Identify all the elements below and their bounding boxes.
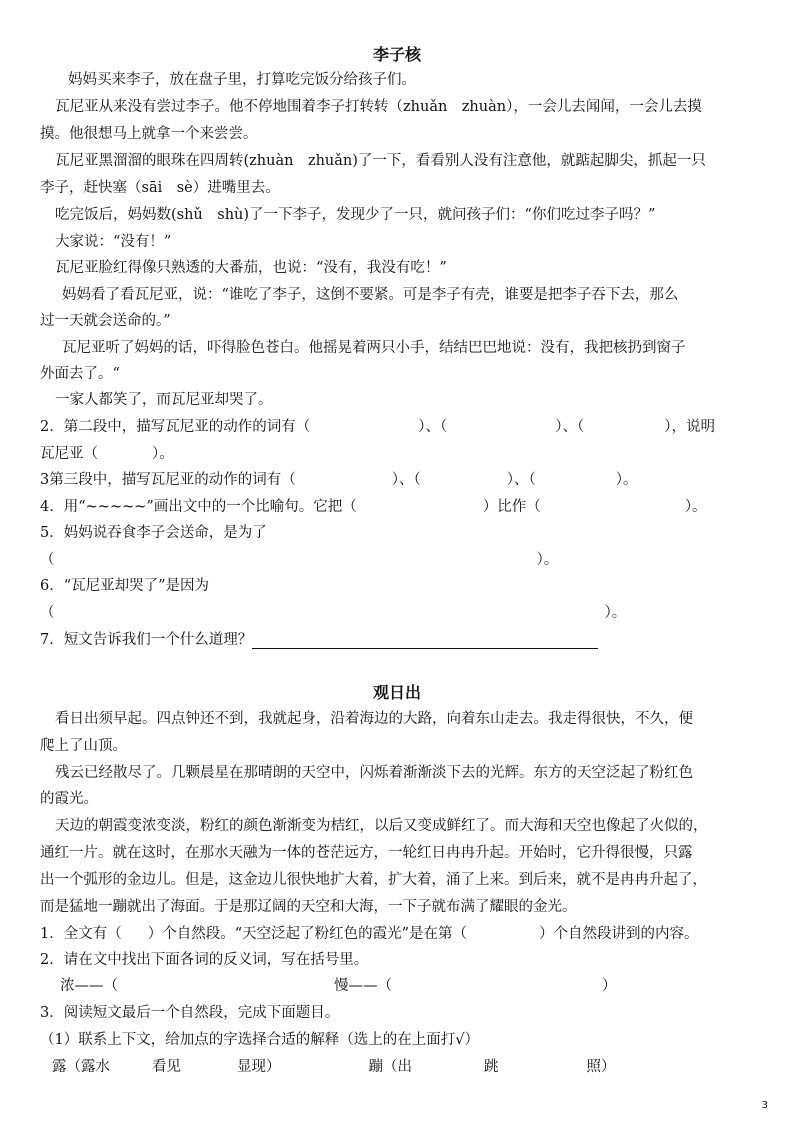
p2-question-2: 2．请在文中找出下面各词的反义词，写在括号里。 bbox=[40, 952, 369, 968]
p2-line-7: 出一个弧形的金边儿。但是，这金边儿很快地扩大着，扩大着，涌了上来。到后来，就不是冉冉升起了， bbox=[40, 872, 707, 888]
p1-question-5-answer bbox=[40, 547, 766, 573]
close-paren: ） bbox=[602, 978, 617, 994]
p2-line-1: 看日出须早起。四点钟还不到，我就起身，沿着海边的大路，向着东山走去。我走得很快，不久，便 bbox=[55, 711, 693, 727]
answer-blank[interactable] bbox=[467, 926, 539, 940]
wavy-line-mark: ~~~~~ bbox=[85, 499, 147, 515]
p1-question-2b bbox=[40, 441, 766, 467]
p2-question-3-1: （1）联系上下文，给加点的字选择合适的解释（选上的在上面打√） bbox=[40, 1032, 479, 1048]
p2-line-2: 爬上了山顶。 bbox=[40, 738, 127, 754]
p1-line-6: 吃完饭后，妈妈数(shǔ shù)了一下李子，发现少了一只，就问孩子们：“你们吃过李子吗？” bbox=[55, 207, 656, 223]
q1-text-a: 1．全文有（ bbox=[40, 926, 122, 942]
q4-text-c: ）比作（ bbox=[482, 499, 541, 515]
p1-line-9: 妈妈看了看瓦尼亚，说：“谁吃了李子，这倒不要紧。可是李子有壳，谁要是把李子吞下去，那么 bbox=[62, 287, 679, 303]
p1-line-4: 瓦尼亚黑溜溜的眼珠在四周转(zhuàn zhuǎn)了一下，看看别人没有注意他，就踮起脚尖，抓起一只 bbox=[55, 153, 706, 169]
q4-text-b: ”画出文中的一个比喻句。它把（ bbox=[146, 499, 357, 515]
q1-text-b: ）个自然段。“天空泛起了粉红色的霞光”是在第（ bbox=[147, 926, 468, 942]
p2-line-6: 通红一片。就在这时，在那水天融为一体的苍茫远方，一轮红日冉冉升起。开始时，它升得很慢，只露 bbox=[40, 845, 693, 861]
q2-sep-1: ）、（ bbox=[418, 419, 448, 435]
p1-question-2 bbox=[40, 414, 766, 440]
answer-blank[interactable] bbox=[357, 499, 483, 513]
option-beng[interactable]: 蹦（出 bbox=[368, 1059, 412, 1075]
q2-end: ），说明 bbox=[664, 419, 715, 435]
p1-line-13: 一家人都笑了，而瓦尼亚却哭了。 bbox=[55, 392, 273, 408]
p1-line-3: 摸。他很想马上就拿一个来尝尝。 bbox=[40, 126, 258, 142]
p1-question-6-answer bbox=[40, 600, 766, 626]
answer-blank[interactable] bbox=[296, 472, 392, 486]
q6-close: ）。 bbox=[604, 605, 627, 621]
q3-sep-2: ）、（ bbox=[506, 472, 536, 488]
option-lu[interactable]: 露（露水 bbox=[52, 1059, 110, 1075]
p1-question-5: 5．妈妈说吞食李子会送命，是为了 bbox=[40, 525, 267, 541]
answer-blank[interactable] bbox=[118, 978, 334, 992]
p2-question-2-words bbox=[60, 973, 766, 999]
p2-line-5: 天边的朝霞变浓变淡，粉红的颜色渐渐变为桔红，以后又变成鲜红了。而大海和天空也像起了火似的， bbox=[55, 818, 708, 834]
p1-line-7: 大家说：“没有！” bbox=[55, 234, 172, 250]
answer-line[interactable] bbox=[252, 630, 598, 649]
p1-line-12: 外面去了。“ bbox=[40, 366, 120, 382]
option-lu-3[interactable]: 显现） bbox=[237, 1059, 281, 1075]
q4-end: ）。 bbox=[684, 499, 707, 515]
option-beng-3[interactable]: 照） bbox=[586, 1059, 616, 1075]
p1-line-1: 妈妈买来李子，放在盘子里，打算吃完饭分给孩子们。 bbox=[68, 72, 416, 88]
answer-blank[interactable] bbox=[55, 552, 537, 566]
p1-line-10: 过一天就会送命的。” bbox=[40, 313, 171, 329]
q1-text-c: ）个自然段讲到的内容。 bbox=[539, 926, 699, 942]
p1-line-2: 瓦尼亚从来没有尝过李子。他不停地围着李子打转转（zhuǎn zhuàn），一会儿去闻闻，一会儿去摸 bbox=[55, 99, 702, 115]
p2-question-3: 3．阅读短文最后一个自然段，完成下面题目。 bbox=[40, 1005, 340, 1021]
antonym-man: 慢——（ bbox=[334, 978, 392, 994]
p1-question-4 bbox=[40, 494, 766, 520]
answer-blank[interactable] bbox=[55, 605, 605, 619]
answer-blank[interactable] bbox=[310, 419, 418, 433]
q7-text: 7．短文告诉我们一个什么道理？ bbox=[40, 632, 253, 648]
p1-line-11: 瓦尼亚听了妈妈的话，吓得脸色苍白。他摇晃着两只小手，结结巴巴地说：没有，我把核扔到窗子 bbox=[62, 340, 686, 356]
q2b-text: 瓦尼亚（ bbox=[40, 446, 98, 462]
p2-line-8: 而是猛地一蹦就出了海面。于是那辽阔的天空和大海，一下子就布满了耀眼的金光。 bbox=[40, 899, 577, 915]
passage2-title: 观日出 bbox=[372, 683, 421, 702]
antonym-nong: 浓——（ bbox=[60, 978, 118, 994]
option-beng-2[interactable]: 跳 bbox=[484, 1059, 499, 1075]
q3-text: 3第三段中，描写瓦尼亚的动作的词有（ bbox=[40, 472, 296, 488]
p1-line-8: 瓦尼亚脸红得像只熟透的大番茄，也说：“没有，我没有吃！” bbox=[55, 260, 447, 276]
option-lu-2[interactable]: 看见 bbox=[152, 1059, 181, 1075]
q3-sep-1: ）、（ bbox=[391, 472, 421, 488]
passage1-title: 李子核 bbox=[372, 45, 421, 64]
p1-question-6: 6．“瓦尼亚却哭了”是因为 bbox=[40, 578, 210, 594]
p2-line-3: 残云已经散尽了。几颗晨星在那晴朗的天空中，闪烁着渐渐淡下去的光辉。东方的天空泛起了粉红色 bbox=[55, 765, 693, 781]
answer-blank[interactable] bbox=[541, 499, 685, 513]
p1-line-5: 李子，赶快塞（sāi sè）进嘴里去。 bbox=[40, 180, 280, 196]
p1-question-7 bbox=[40, 627, 766, 653]
answer-blank[interactable] bbox=[98, 446, 152, 460]
q3-end: ）。 bbox=[615, 472, 638, 488]
p1-question-3 bbox=[40, 467, 766, 493]
q5-close: ）。 bbox=[536, 552, 559, 568]
answer-blank[interactable] bbox=[421, 472, 507, 486]
answer-blank[interactable] bbox=[392, 978, 602, 992]
answer-blank[interactable] bbox=[584, 419, 664, 433]
p2-question-1 bbox=[40, 921, 766, 947]
answer-blank[interactable] bbox=[536, 472, 616, 486]
page-number: 3 bbox=[761, 1100, 768, 1111]
q2-sep-2: ）、（ bbox=[555, 419, 585, 435]
answer-blank[interactable] bbox=[447, 419, 555, 433]
q4-text-a: 4．用“ bbox=[40, 499, 86, 515]
q6-open: （ bbox=[40, 605, 55, 621]
answer-blank[interactable] bbox=[122, 926, 148, 940]
q2-text: 2．第二段中，描写瓦尼亚的动作的词有（ bbox=[40, 419, 311, 435]
p2-line-4: 的霞光。 bbox=[40, 791, 98, 807]
q2b-end: ）。 bbox=[152, 446, 174, 462]
p2-question-3-options bbox=[52, 1054, 766, 1080]
q5-open: （ bbox=[40, 552, 55, 568]
